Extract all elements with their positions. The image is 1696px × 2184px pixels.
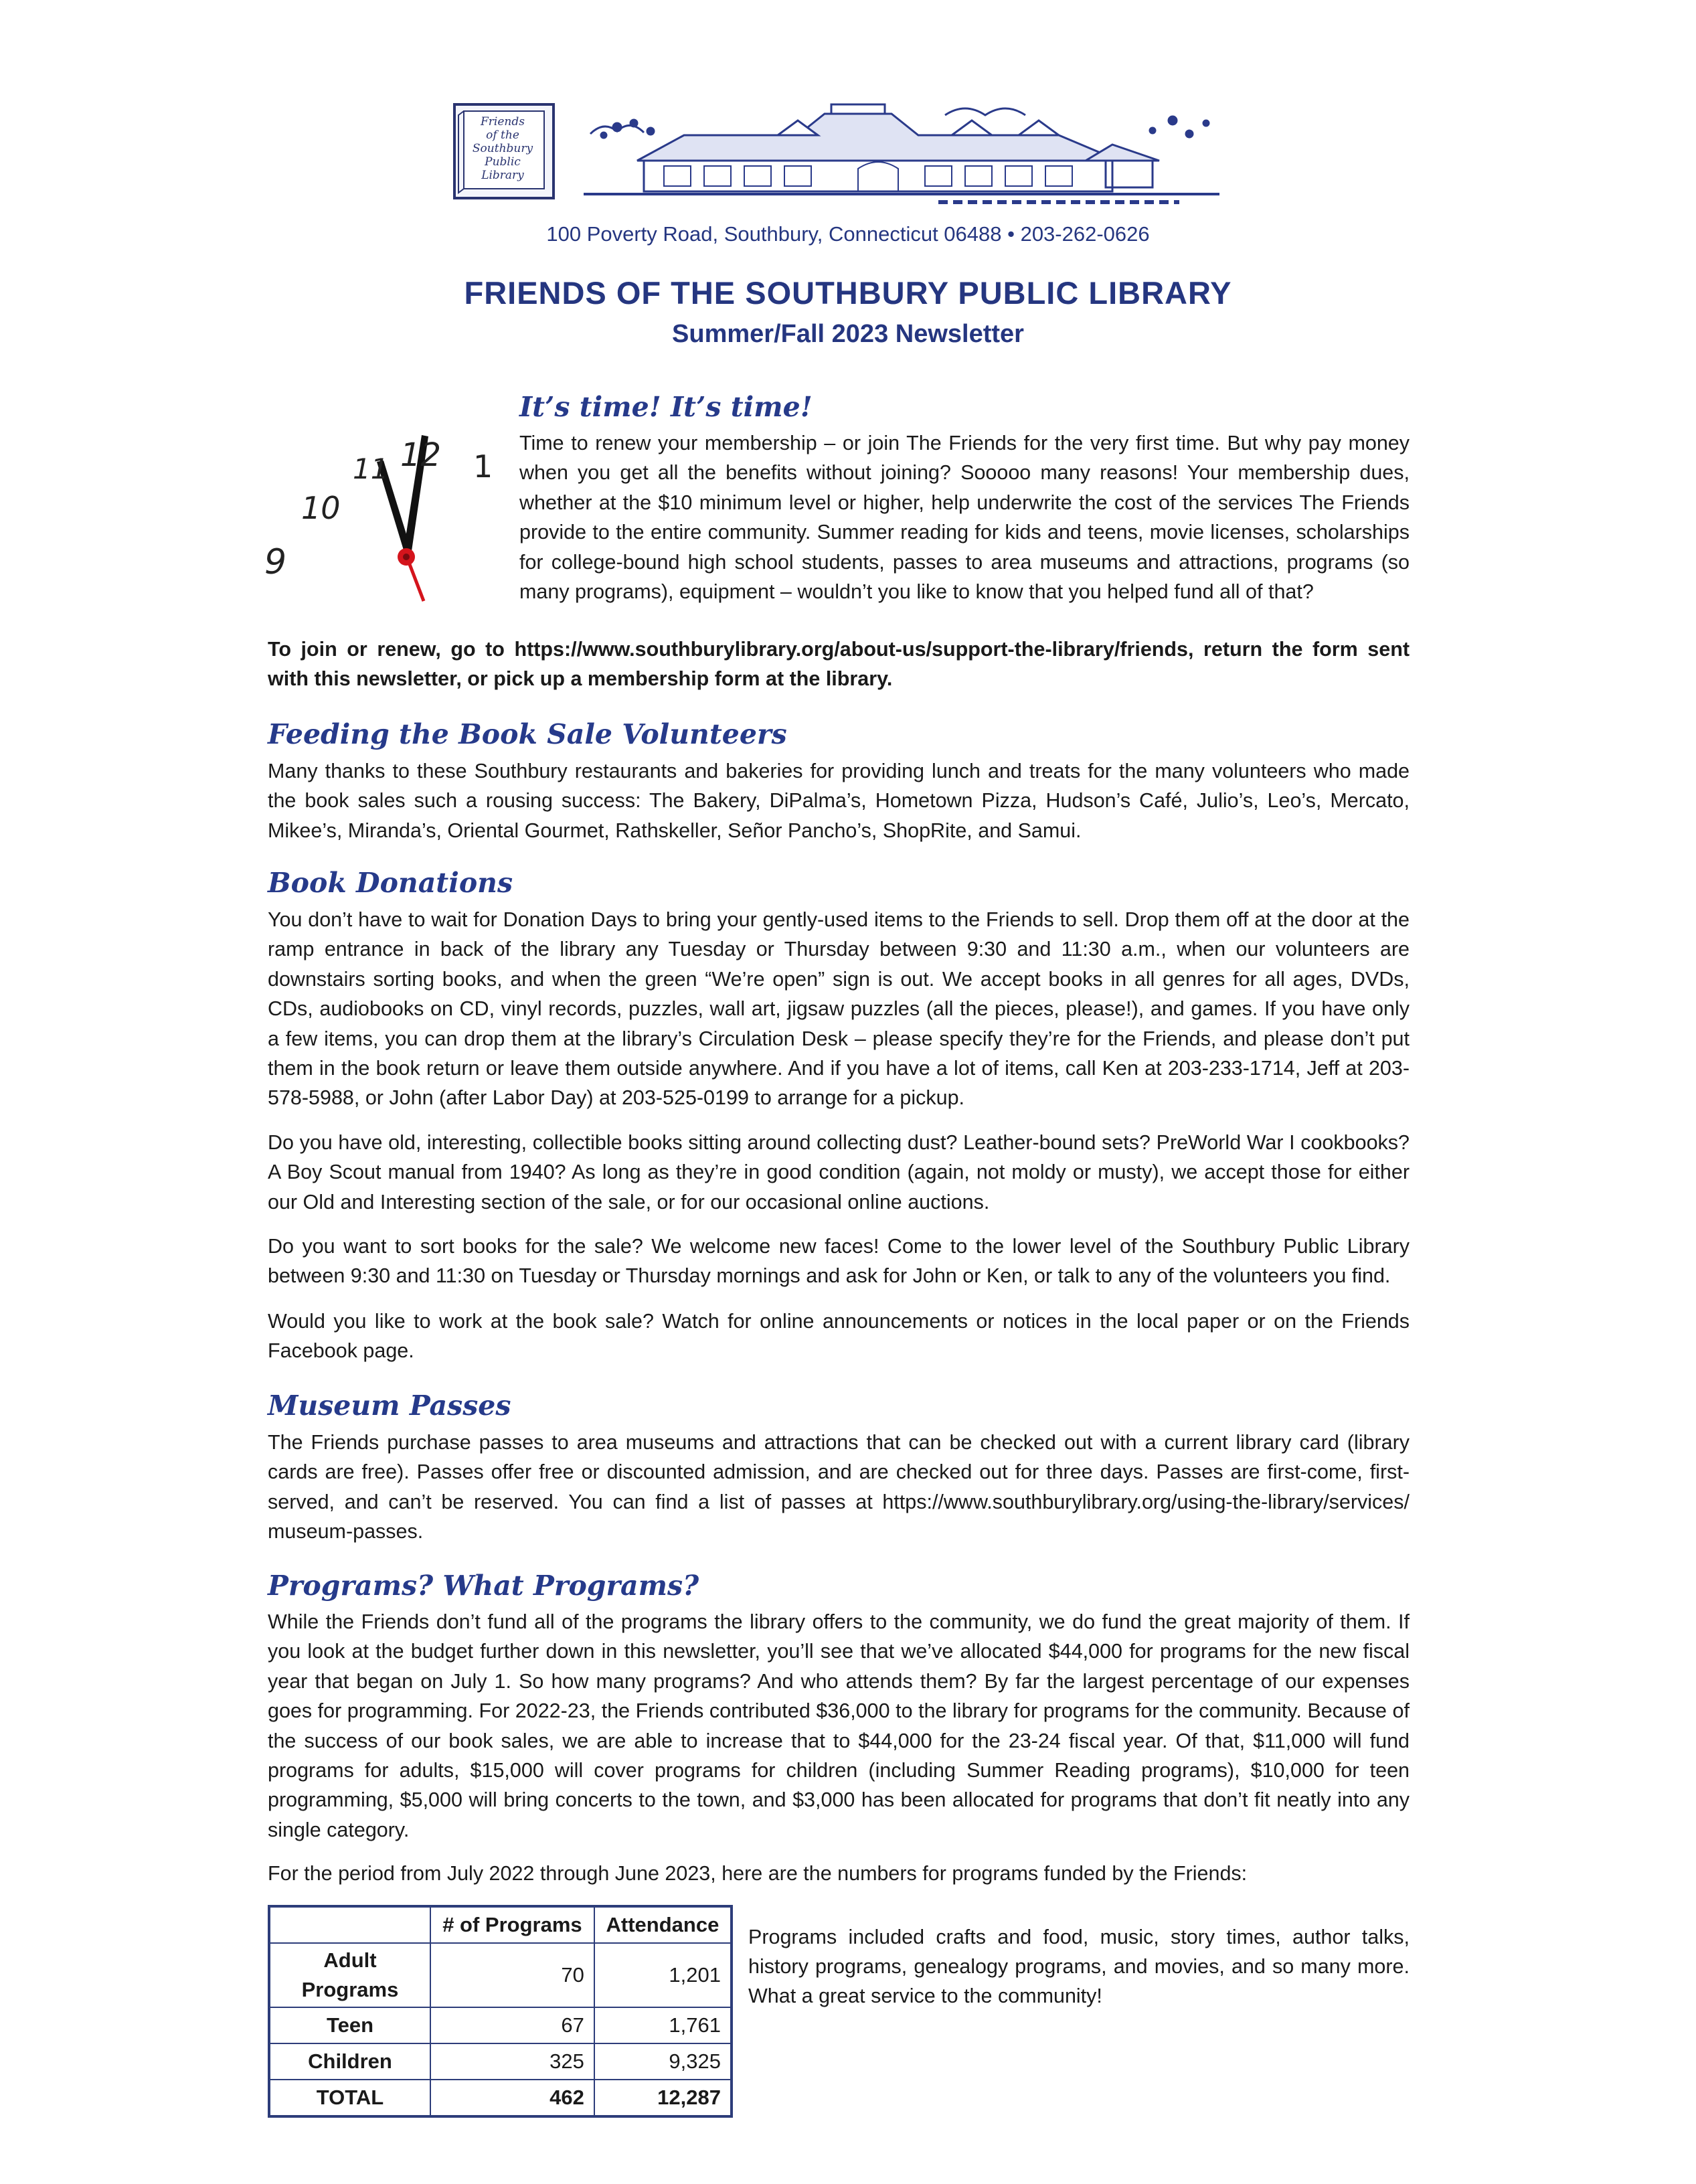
table-row <box>269 2043 732 2080</box>
section-heading-its-time: It’s time! It’s time! <box>519 391 813 423</box>
clock-number: 9 <box>264 542 287 582</box>
clock-icon <box>264 422 519 622</box>
logo-text-line: Friends <box>481 115 525 129</box>
logo-text-line: Public Library <box>481 155 524 182</box>
clock-number: 12 <box>400 436 442 474</box>
section-heading-book-donations: Book Donations <box>268 867 513 899</box>
row-label: Teen <box>269 2007 430 2043</box>
attendance-count: 12,287 <box>594 2080 732 2116</box>
library-building-illustration <box>577 94 1229 214</box>
attendance-count: 1,201 <box>594 1943 732 2007</box>
section-heading-programs: Programs? What Programs? <box>268 1570 699 1602</box>
join-renew-paragraph: To join or renew, go to https://www.southburylibrary.org/about-us/support-the-library/friends, return the form sent with this newsletter, or pick up a membership form at the library. <box>268 638 1410 691</box>
work-book-sale-paragraph: Would you like to work at the book sale? Watch for online announcements or notices in the local paper or on the Friends Facebook page. <box>268 1310 1410 1363</box>
table-row <box>269 2007 732 2043</box>
newsletter-subtitle: Summer/Fall 2023 Newsletter <box>672 320 1024 348</box>
programs-paragraph: While the Friends don’t fund all of the programs the library offers to the community, we do fund the great majority of them. If you look at the budget further down in this newsletter, you’ll see that we’ve allocated $44,000 for programs for the new fiscal year that began on July 1. So how many programs? And who attends them? By far the largest percentage of our expenses goes for programming. For 2022-23, the Friends contributed $36,000 to the library for programs for the community. Because of the success of our book sales, we are able to increase that to $44,000 for the 23-24 fiscal year. Of that, $11,000 will fund programs for adults, $15,000 will cover programs for children (including Summer Reading programs), $10,000 for teen programming, $5,000 will bring concerts to the town, and $3,000 has been allocated for programs that don’t fit neatly into any single category. <box>268 1610 1410 1841</box>
programs-attendance-table <box>268 1905 733 2118</box>
table-header-row <box>269 1906 732 1943</box>
clock-number: 10 <box>301 490 341 526</box>
table-header-cell: Attendance <box>594 1906 732 1943</box>
row-label: Children <box>269 2043 430 2080</box>
museum-passes-paragraph: The Friends purchase passes to area museums and attractions that can be checked out with a current library card (library cards are free). Passes offer free or discounted admission, and are checked out for three days. Passes are first-come, first-served, and can’t be reserved. You can find a list of passes at https://www.southburylibrary.org/using-the-library/services/ museum-passes. <box>268 1431 1410 1543</box>
table-total-row <box>269 2080 732 2116</box>
feeding-paragraph: Many thanks to these Southbury restaurants and bakeries for providing lunch and treats for the many volunteers who made the book sales such a rousing success: The Bakery, DiPalma’s, Hometown Pizza, Hudson’s Café, Julio’s, Leo’s, Mercato, Mikee’s, Miranda’s, Oriental Gourmet, Rathskeller, Señor Pancho’s, ShopRite, and Samui. <box>268 760 1410 842</box>
section-heading-museum-passes: Museum Passes <box>268 1390 511 1422</box>
library-address: 100 Poverty Road, Southbury, Connecticut 06488 • 203-262-0626 <box>546 222 1150 246</box>
table-header-cell: # of Programs <box>430 1906 594 1943</box>
friends-logo-book <box>450 102 558 202</box>
sort-books-paragraph: Do you want to sort books for the sale? We welcome new faces! Come to the lower level of the Southbury Public Library between 9:30 and 11:30 on Tuesday or Thursday mornings and ask for John or Ken, or talk to any of the volunteers you find. <box>268 1235 1410 1288</box>
programs-included-paragraph: Programs included crafts and food, music, story times, author talks, history programs, genealogy programs, and movies, and so many more. What a great service to the community! <box>748 1926 1410 2007</box>
programs-count: 462 <box>430 2080 594 2116</box>
attendance-count: 1,761 <box>594 2007 732 2043</box>
row-label: TOTAL <box>269 2080 430 2116</box>
table-row <box>269 1943 732 2007</box>
its-time-paragraph: Time to renew your membership – or join The Friends for the very first time. But why pay money when you get all the benefits without joining? Sooooo many reasons! Your membership dues, whether at the $10 minimum level or higher, help underwrite the cost of the services The Friends provide to the entire community. Summer reading for kids and teens, movie licenses, scholarships for college-bound high school students, passes to area museums and attractions, programs (so many programs), equipment – wouldn’t you like to know that you helped fund all of that? <box>519 432 1410 604</box>
section-heading-feeding-volunteers: Feeding the Book Sale Volunteers <box>268 718 787 750</box>
table-header-cell <box>269 1906 430 1943</box>
programs-count: 67 <box>430 2007 594 2043</box>
newsletter-title: FRIENDS OF THE SOUTHBURY PUBLIC LIBRARY <box>464 275 1232 311</box>
programs-count: 325 <box>430 2043 594 2080</box>
donations-paragraph: You don’t have to wait for Donation Days to bring your gently-used items to the Friends to sell. Drop them off at the door at the ramp entrance in back of the library any Tuesday or Thursday between 9:30 and 11:30 a.m., when our volunteers are downstairs sorting books, and when the green “We’re open” sign is out. We accept books in all genres for all ages, DVDs, CDs, audiobooks on CD, vinyl records, puzzles, wall art, jigsaw puzzles (all the pieces, please!), and games. If you have only a few items, you can drop them at the library’s Circulation Desk – please specify they’re for the Friends, and please don’t put them in the book return or leave them outside anywhere. And if you have a lot of items, call Ken at 203-233-1714, Jeff at 203-578-5988, or John (after Labor Day) at 203-525-0199 to arrange for a pickup. <box>268 908 1410 1110</box>
programs-count: 70 <box>430 1943 594 2007</box>
logo-text-line: Southbury <box>472 142 533 155</box>
row-label: Adult Programs <box>269 1943 430 2007</box>
logo-text-line: of the <box>486 129 519 142</box>
clock-number: 1 <box>473 448 493 485</box>
programs-period-paragraph: For the period from July 2022 through June 2023, here are the numbers for programs funded by the Friends: <box>268 1862 1248 1885</box>
clock-number: 11 <box>353 452 389 485</box>
collectible-books-paragraph: Do you have old, interesting, collectible books sitting around collecting dust? Leather-bound sets? PreWorld War I cookbooks? A Boy Scout manual from 1940? As long as they’re in good condition (again, not moldy or musty), we accept those for either our Old and Interesting section of the sale, or for our occasional online auctions. <box>268 1131 1410 1213</box>
attendance-count: 9,325 <box>594 2043 732 2080</box>
